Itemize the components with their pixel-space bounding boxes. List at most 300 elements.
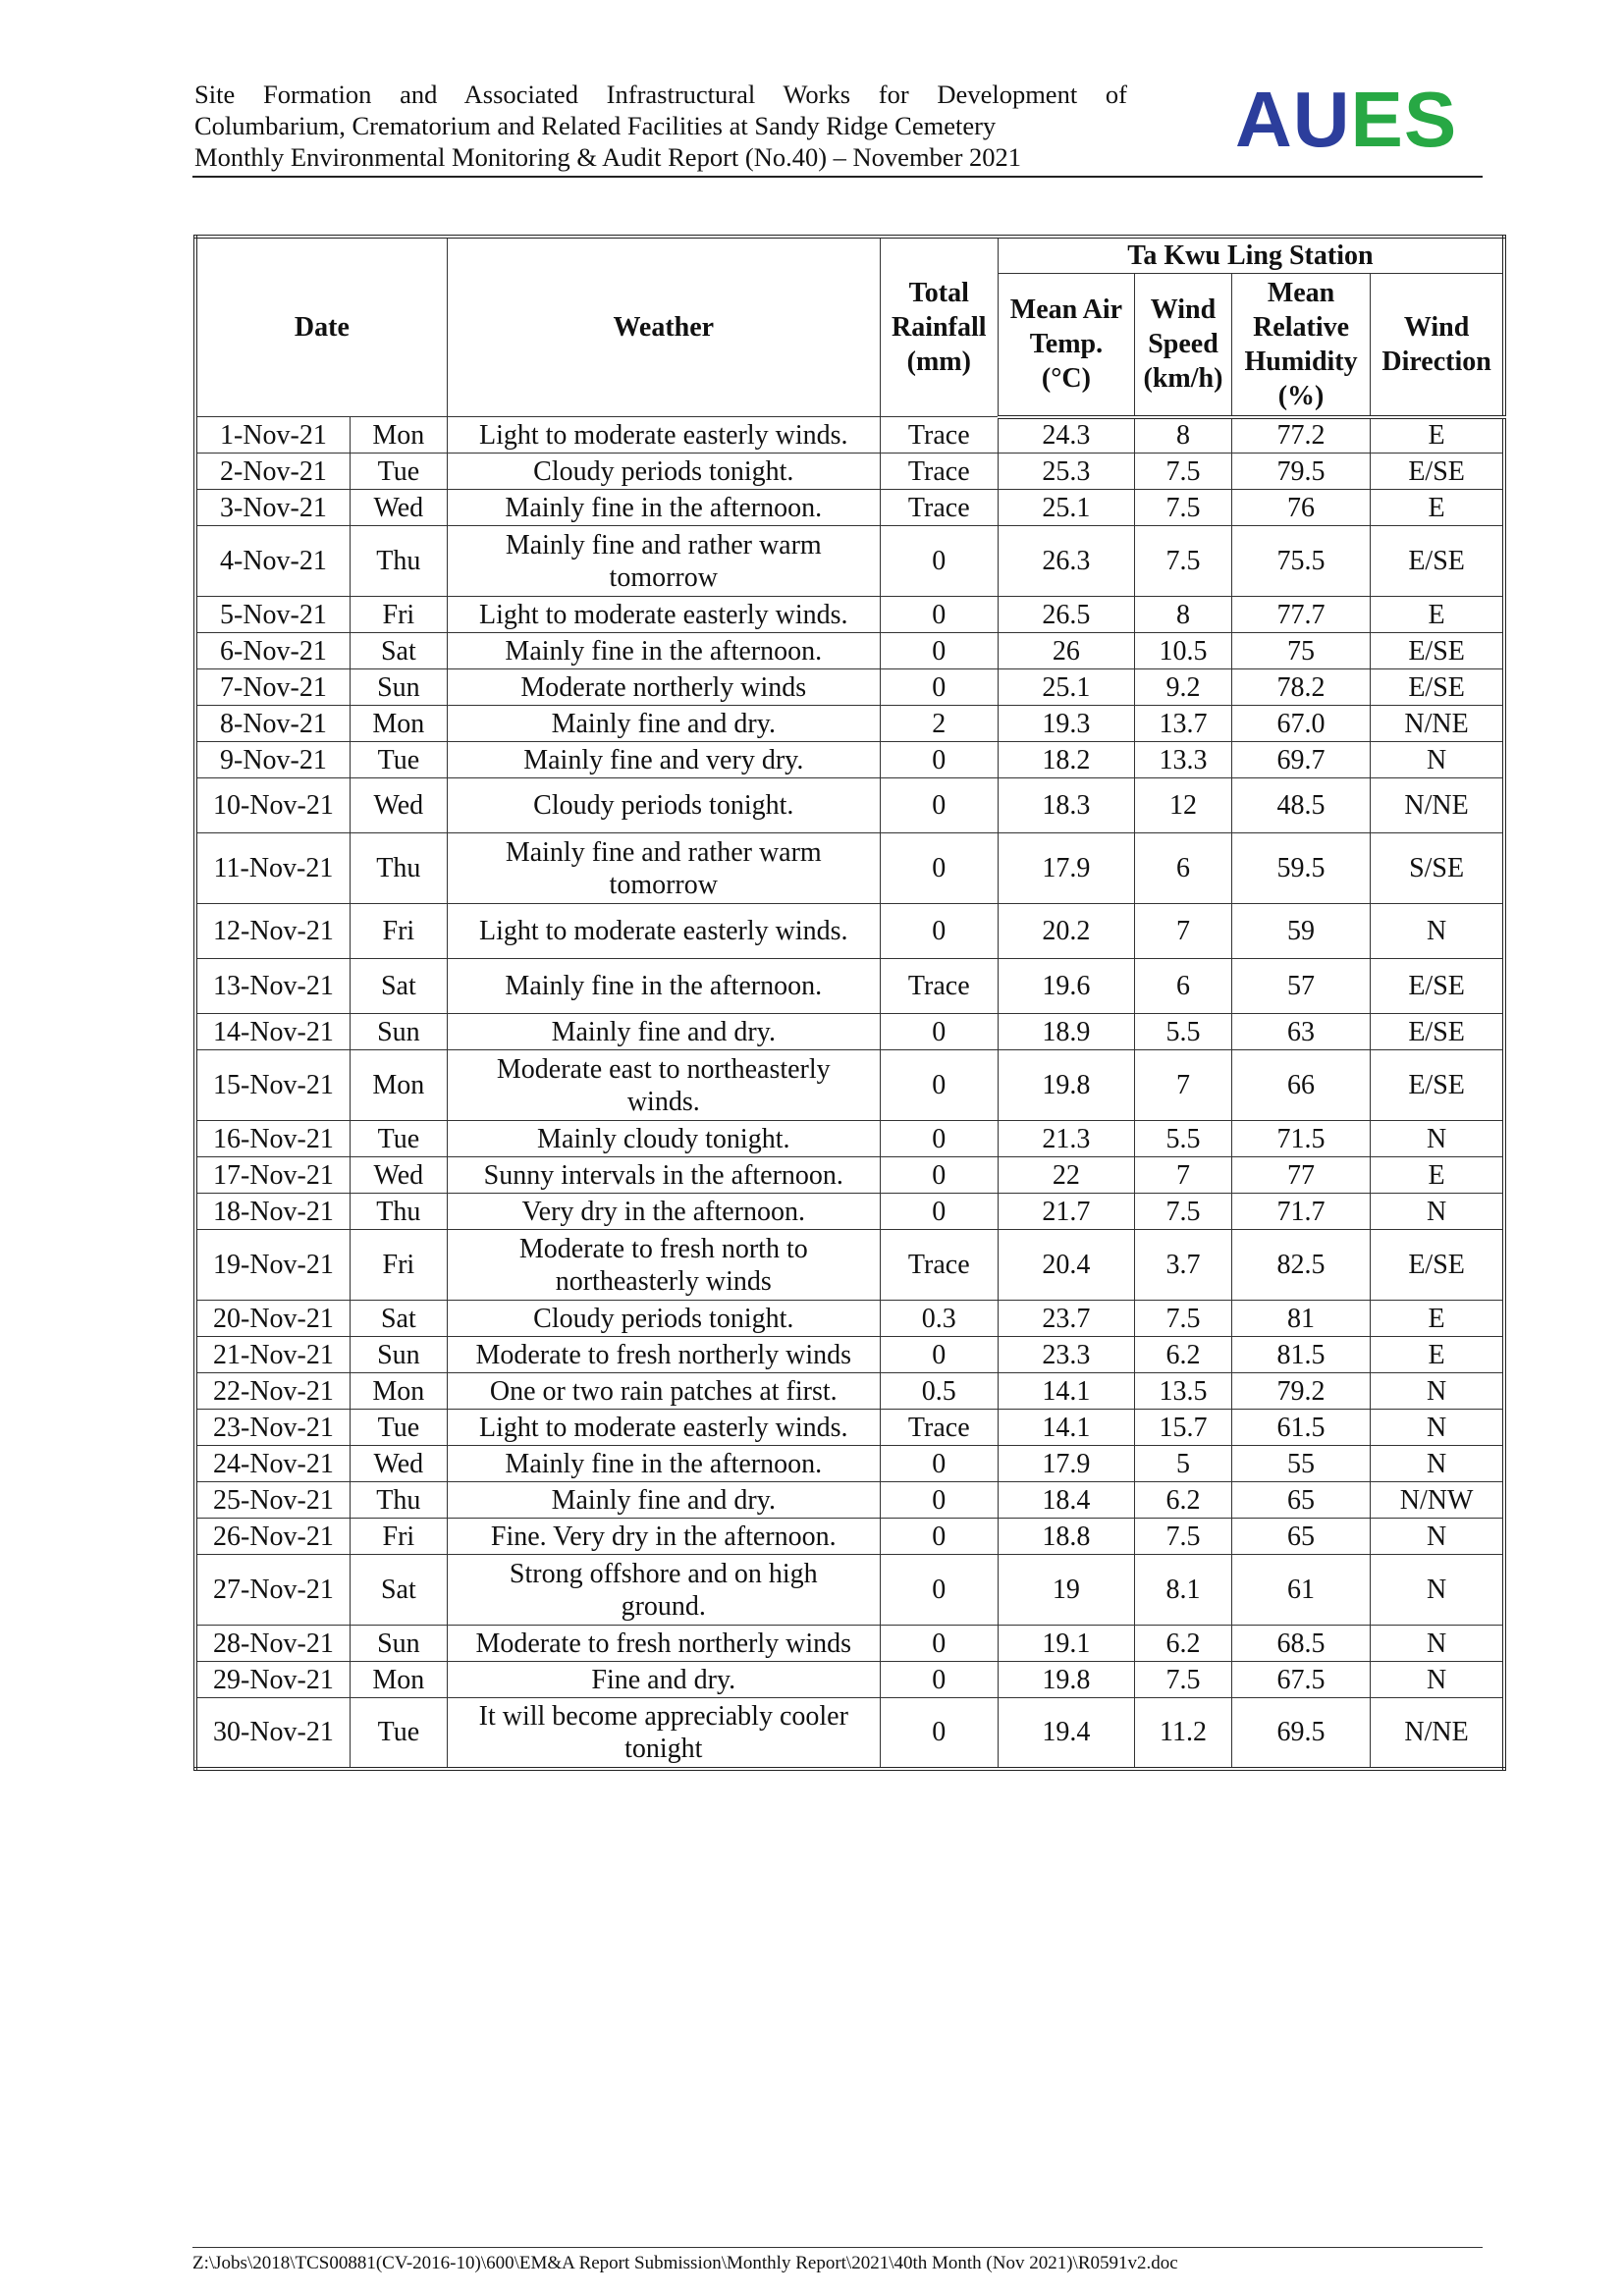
weather-cell <box>447 1482 880 1519</box>
date-cell: 25-Nov-21 <box>195 1482 350 1519</box>
humidity-cell: 71.5 <box>1231 1121 1370 1157</box>
wind-speed-cell: 13.7 <box>1135 706 1232 742</box>
humidity-cell: 61.5 <box>1231 1410 1370 1446</box>
wind-direction-cell: N <box>1371 1519 1504 1555</box>
date-cell: 2-Nov-21 <box>195 454 350 490</box>
rainfall-cell: 0 <box>880 597 998 633</box>
rainfall-cell: 0 <box>880 1446 998 1482</box>
weather-cell <box>447 417 880 454</box>
weather-line: It will become appreciably cooler <box>478 1700 848 1732</box>
table-row <box>195 706 1504 742</box>
humidity-cell: 69.7 <box>1231 742 1370 778</box>
humidity-cell: 48.5 <box>1231 778 1370 833</box>
table-row <box>195 1373 1504 1410</box>
weather-line: Mainly fine and dry. <box>551 1484 776 1516</box>
header-line-3: Monthly Environmental Monitoring & Audit Report (No.40) – November 2021 <box>194 142 1022 172</box>
weather-cell <box>447 1337 880 1373</box>
wind-speed-cell: 11.2 <box>1135 1698 1232 1769</box>
day-cell: Mon <box>350 1373 447 1410</box>
wind-direction-cell: E <box>1371 1337 1504 1373</box>
table-row <box>195 1301 1504 1337</box>
date-cell: 22-Nov-21 <box>195 1373 350 1410</box>
wind-direction-cell: E <box>1371 417 1504 454</box>
humidity-cell: 66 <box>1231 1050 1370 1121</box>
weather-line: Light to moderate easterly winds. <box>478 599 848 630</box>
day-cell: Wed <box>350 490 447 526</box>
wind-speed-cell: 15.7 <box>1135 1410 1232 1446</box>
weather-line: winds. <box>626 1086 700 1117</box>
day-cell: Thu <box>350 1482 447 1519</box>
day-cell: Wed <box>350 1446 447 1482</box>
table-row <box>195 417 1504 454</box>
weather-cell <box>447 1626 880 1662</box>
rainfall-cell: 2 <box>880 706 998 742</box>
table-row <box>195 1555 1504 1626</box>
rainfall-cell: 0 <box>880 1698 998 1769</box>
wind-direction-cell: N/NE <box>1371 706 1504 742</box>
wind-speed-cell: 7 <box>1135 1050 1232 1121</box>
weather-line: One or two rain patches at first. <box>489 1375 838 1407</box>
wind-speed-cell: 6.2 <box>1135 1626 1232 1662</box>
table-row <box>195 454 1504 490</box>
wind-direction-cell: N/NW <box>1371 1482 1504 1519</box>
day-cell: Thu <box>350 833 447 904</box>
humidity-cell: 75.5 <box>1231 526 1370 597</box>
wind-speed-cell: 5.5 <box>1135 1121 1232 1157</box>
date-cell: 13-Nov-21 <box>195 959 350 1014</box>
weather-line: Moderate northerly winds <box>520 671 807 703</box>
rainfall-cell: 0 <box>880 1194 998 1230</box>
humidity-cell: 79.5 <box>1231 454 1370 490</box>
wind-speed-cell: 7.5 <box>1135 1301 1232 1337</box>
rainfall-cell: 0 <box>880 1662 998 1698</box>
rainfall-header: Total Rainfall (mm) <box>880 237 998 417</box>
wind-direction-cell: E/SE <box>1371 669 1504 706</box>
wind-speed-cell: 8.1 <box>1135 1555 1232 1626</box>
wind-direction-cell: N <box>1371 1373 1504 1410</box>
day-cell: Thu <box>350 1194 447 1230</box>
day-cell: Sun <box>350 1014 447 1050</box>
logo-text-green: ES <box>1350 76 1458 163</box>
date-cell: 3-Nov-21 <box>195 490 350 526</box>
temp-cell: 19.8 <box>998 1050 1134 1121</box>
temp-cell: 18.8 <box>998 1519 1134 1555</box>
wind-speed-cell: 6 <box>1135 959 1232 1014</box>
weather-cell <box>447 1230 880 1301</box>
humidity-cell: 78.2 <box>1231 669 1370 706</box>
day-cell: Sat <box>350 959 447 1014</box>
day-cell: Tue <box>350 1410 447 1446</box>
table-row <box>195 1337 1504 1373</box>
wind-direction-cell: N <box>1371 1121 1504 1157</box>
weather-cell <box>447 1194 880 1230</box>
wind-speed-cell: 6 <box>1135 833 1232 904</box>
weather-line: Fine and dry. <box>591 1664 736 1695</box>
rainfall-cell: 0 <box>880 526 998 597</box>
weather-cell <box>447 1373 880 1410</box>
table-row <box>195 1157 1504 1194</box>
humidity-cell: 61 <box>1231 1555 1370 1626</box>
day-cell: Fri <box>350 1230 447 1301</box>
day-cell: Tue <box>350 1698 447 1769</box>
table-row <box>195 1519 1504 1555</box>
weather-line: Very dry in the afternoon. <box>521 1196 805 1227</box>
weather-line: tomorrow <box>609 869 718 900</box>
humidity-cell: 77.2 <box>1231 417 1370 454</box>
weather-cell <box>447 633 880 669</box>
date-cell: 8-Nov-21 <box>195 706 350 742</box>
temp-cell: 19 <box>998 1555 1134 1626</box>
date-cell: 6-Nov-21 <box>195 633 350 669</box>
wind-speed-cell: 7 <box>1135 1157 1232 1194</box>
table-row <box>195 959 1504 1014</box>
wind-speed-cell: 3.7 <box>1135 1230 1232 1301</box>
wind-speed-cell: 12 <box>1135 778 1232 833</box>
day-cell: Sat <box>350 1301 447 1337</box>
weather-line: Mainly fine and dry. <box>551 1016 776 1047</box>
wind-direction-cell: E <box>1371 1157 1504 1194</box>
humidity-cell: 81.5 <box>1231 1337 1370 1373</box>
weather-cell <box>447 1698 880 1769</box>
wind-speed-cell: 7.5 <box>1135 490 1232 526</box>
wind-speed-cell: 7.5 <box>1135 1662 1232 1698</box>
humidity-cell: 68.5 <box>1231 1626 1370 1662</box>
rainfall-cell: 0 <box>880 1050 998 1121</box>
date-cell: 18-Nov-21 <box>195 1194 350 1230</box>
weather-line: tomorrow <box>609 561 718 593</box>
humidity-cell: 67.5 <box>1231 1662 1370 1698</box>
rainfall-cell: 0 <box>880 1482 998 1519</box>
date-cell: 9-Nov-21 <box>195 742 350 778</box>
wind-direction-cell: E/SE <box>1371 1014 1504 1050</box>
humidity-cell: 71.7 <box>1231 1194 1370 1230</box>
wind-speed-cell: 7.5 <box>1135 1194 1232 1230</box>
humidity-cell: 65 <box>1231 1482 1370 1519</box>
weather-line: Cloudy periods tonight. <box>533 455 794 487</box>
footer-file-path: Z:\Jobs\2018\TCS00881(CV-2016-10)\600\EM&A Report Submission\Monthly Report\2021\40th Month (Nov 2021)\R0591v2.doc <box>192 2253 1178 2273</box>
temp-cell: 23.7 <box>998 1301 1134 1337</box>
wind-direction-cell: E <box>1371 597 1504 633</box>
wind-direction-cell: N <box>1371 742 1504 778</box>
day-cell: Sat <box>350 1555 447 1626</box>
rainfall-cell: Trace <box>880 959 998 1014</box>
rainfall-cell: 0 <box>880 778 998 833</box>
rainfall-cell: Trace <box>880 1410 998 1446</box>
date-cell: 14-Nov-21 <box>195 1014 350 1050</box>
rainfall-cell: 0 <box>880 1014 998 1050</box>
day-cell: Mon <box>350 1050 447 1121</box>
temp-cell: 17.9 <box>998 833 1134 904</box>
date-cell: 24-Nov-21 <box>195 1446 350 1482</box>
date-cell: 27-Nov-21 <box>195 1555 350 1626</box>
rainfall-cell: 0 <box>880 742 998 778</box>
rainfall-cell: 0.3 <box>880 1301 998 1337</box>
temp-cell: 18.2 <box>998 742 1134 778</box>
table-row <box>195 1121 1504 1157</box>
weather-cell <box>447 1301 880 1337</box>
table-row <box>195 1662 1504 1698</box>
date-cell: 4-Nov-21 <box>195 526 350 597</box>
weather-line: Cloudy periods tonight. <box>533 1303 794 1334</box>
day-cell: Mon <box>350 1662 447 1698</box>
weather-line: Sunny intervals in the afternoon. <box>483 1159 843 1191</box>
wind-direction-cell: N/NE <box>1371 778 1504 833</box>
day-cell: Sun <box>350 1337 447 1373</box>
weather-cell <box>447 1014 880 1050</box>
weather-line: Moderate to fresh northerly winds <box>475 1628 852 1659</box>
humidity-cell: 69.5 <box>1231 1698 1370 1769</box>
temp-header: Mean Air Temp. (°C) <box>998 274 1134 417</box>
date-cell: 17-Nov-21 <box>195 1157 350 1194</box>
weather-line: Light to moderate easterly winds. <box>478 1412 848 1443</box>
wind-direction-cell: N <box>1371 1194 1504 1230</box>
weather-cell <box>447 1410 880 1446</box>
temp-cell: 25.1 <box>998 490 1134 526</box>
wind-direction-cell: E/SE <box>1371 959 1504 1014</box>
temp-cell: 19.6 <box>998 959 1134 1014</box>
day-cell: Wed <box>350 778 447 833</box>
temp-cell: 14.1 <box>998 1410 1134 1446</box>
rainfall-cell: Trace <box>880 1230 998 1301</box>
wind-direction-cell: N <box>1371 1662 1504 1698</box>
temp-cell: 24.3 <box>998 417 1134 454</box>
day-cell: Tue <box>350 742 447 778</box>
humidity-cell: 59 <box>1231 904 1370 959</box>
humidity-cell: 82.5 <box>1231 1230 1370 1301</box>
wind-direction-cell: N <box>1371 1626 1504 1662</box>
rainfall-cell: 0 <box>880 1337 998 1373</box>
weather-cell <box>447 1157 880 1194</box>
table-row <box>195 904 1504 959</box>
weather-line: Mainly fine and very dry. <box>523 744 804 775</box>
wind-speed-cell: 13.3 <box>1135 742 1232 778</box>
date-header: Date <box>195 237 447 417</box>
date-cell: 29-Nov-21 <box>195 1662 350 1698</box>
weather-cell <box>447 904 880 959</box>
humidity-cell: 55 <box>1231 1446 1370 1482</box>
rainfall-cell: 0 <box>880 833 998 904</box>
page-header <box>192 77 1483 177</box>
humidity-cell: 77.7 <box>1231 597 1370 633</box>
temp-cell: 17.9 <box>998 1446 1134 1482</box>
weather-line: Moderate to fresh northerly winds <box>475 1339 852 1370</box>
weather-line: Mainly fine and rather warm <box>505 836 822 868</box>
day-cell: Wed <box>350 1157 447 1194</box>
table-row <box>195 1230 1504 1301</box>
date-cell: 26-Nov-21 <box>195 1519 350 1555</box>
wind-speed-cell: 7.5 <box>1135 454 1232 490</box>
wind-speed-cell: 9.2 <box>1135 669 1232 706</box>
date-cell: 15-Nov-21 <box>195 1050 350 1121</box>
weather-cell <box>447 1662 880 1698</box>
weather-cell <box>447 742 880 778</box>
date-cell: 16-Nov-21 <box>195 1121 350 1157</box>
rainfall-cell: 0 <box>880 1519 998 1555</box>
wind-speed-header: Wind Speed (km/h) <box>1135 274 1232 417</box>
station-header: Ta Kwu Ling Station <box>998 237 1504 274</box>
wind-speed-cell: 8 <box>1135 597 1232 633</box>
table-row <box>195 669 1504 706</box>
weather-line: Light to moderate easterly winds. <box>478 419 848 451</box>
wind-speed-cell: 6.2 <box>1135 1337 1232 1373</box>
date-cell: 20-Nov-21 <box>195 1301 350 1337</box>
temp-cell: 19.3 <box>998 706 1134 742</box>
table-row <box>195 526 1504 597</box>
wind-direction-header: Wind Direction <box>1371 274 1504 417</box>
wind-speed-cell: 6.2 <box>1135 1482 1232 1519</box>
weather-line: Mainly fine in the afternoon. <box>505 635 823 667</box>
temp-cell: 25.1 <box>998 669 1134 706</box>
temp-cell: 23.3 <box>998 1337 1134 1373</box>
table-row <box>195 778 1504 833</box>
rainfall-cell: 0 <box>880 904 998 959</box>
table-row <box>195 1050 1504 1121</box>
weather-line: Mainly cloudy tonight. <box>537 1123 790 1154</box>
temp-cell: 18.9 <box>998 1014 1134 1050</box>
logo-text-blue: AU <box>1235 76 1351 163</box>
table-row <box>195 1626 1504 1662</box>
wind-direction-cell: E/SE <box>1371 454 1504 490</box>
humidity-cell: 63 <box>1231 1014 1370 1050</box>
wind-speed-cell: 7.5 <box>1135 526 1232 597</box>
wind-direction-cell: E/SE <box>1371 633 1504 669</box>
wind-speed-cell: 13.5 <box>1135 1373 1232 1410</box>
date-cell: 12-Nov-21 <box>195 904 350 959</box>
rainfall-cell: 0 <box>880 669 998 706</box>
weather-table-body <box>195 417 1504 1769</box>
date-cell: 7-Nov-21 <box>195 669 350 706</box>
temp-cell: 18.3 <box>998 778 1134 833</box>
weather-line: Mainly fine in the afternoon. <box>505 492 823 523</box>
table-row <box>195 490 1504 526</box>
date-cell: 5-Nov-21 <box>195 597 350 633</box>
report-title <box>194 79 1127 173</box>
weather-table <box>193 235 1506 1771</box>
date-cell: 10-Nov-21 <box>195 778 350 833</box>
wind-direction-cell: E/SE <box>1371 1050 1504 1121</box>
wind-speed-cell: 10.5 <box>1135 633 1232 669</box>
day-cell: Sun <box>350 669 447 706</box>
weather-line: Moderate east to northeasterly <box>496 1053 831 1085</box>
temp-cell: 22 <box>998 1157 1134 1194</box>
table-row <box>195 1698 1504 1769</box>
weather-cell <box>447 490 880 526</box>
weather-line: Mainly fine and dry. <box>551 708 776 739</box>
day-cell: Mon <box>350 706 447 742</box>
wind-speed-cell: 8 <box>1135 417 1232 454</box>
weather-line: Mainly fine in the afternoon. <box>505 971 823 1001</box>
temp-cell: 26 <box>998 633 1134 669</box>
day-cell: Fri <box>350 597 447 633</box>
weather-header: Weather <box>447 237 880 417</box>
date-cell: 28-Nov-21 <box>195 1626 350 1662</box>
table-row <box>195 1014 1504 1050</box>
humidity-cell: 79.2 <box>1231 1373 1370 1410</box>
wind-direction-cell: E/SE <box>1371 1230 1504 1301</box>
date-cell: 19-Nov-21 <box>195 1230 350 1301</box>
table-row <box>195 1410 1504 1446</box>
wind-speed-cell: 5.5 <box>1135 1014 1232 1050</box>
header-divider <box>192 176 1483 178</box>
weather-line: Strong offshore and on high <box>509 1558 818 1589</box>
temp-cell: 25.3 <box>998 454 1134 490</box>
header-line-2: Columbarium, Crematorium and Related Facilities at Sandy Ridge Cemetery <box>194 111 997 140</box>
table-row <box>195 633 1504 669</box>
rainfall-cell: Trace <box>880 454 998 490</box>
table-row <box>195 742 1504 778</box>
weather-line: Fine. Very dry in the afternoon. <box>490 1521 837 1552</box>
temp-cell: 21.3 <box>998 1121 1134 1157</box>
weather-line: Cloudy periods tonight. <box>533 790 794 821</box>
day-cell: Sat <box>350 633 447 669</box>
humidity-cell: 77 <box>1231 1157 1370 1194</box>
wind-direction-cell: N <box>1371 1555 1504 1626</box>
weather-cell <box>447 959 880 1014</box>
weather-line: Light to moderate easterly winds. <box>478 916 848 946</box>
date-cell: 21-Nov-21 <box>195 1337 350 1373</box>
table-row <box>195 1194 1504 1230</box>
weather-cell <box>447 833 880 904</box>
humidity-cell: 76 <box>1231 490 1370 526</box>
temp-cell: 20.2 <box>998 904 1134 959</box>
date-cell: 11-Nov-21 <box>195 833 350 904</box>
temp-cell: 19.1 <box>998 1626 1134 1662</box>
rainfall-cell: 0.5 <box>880 1373 998 1410</box>
aues-logo <box>1235 76 1458 163</box>
footer-divider <box>192 2247 1483 2248</box>
wind-direction-cell: N <box>1371 904 1504 959</box>
humidity-header: Mean Relative Humidity (%) <box>1231 274 1370 417</box>
table-row <box>195 1446 1504 1482</box>
weather-cell <box>447 778 880 833</box>
temp-cell: 21.7 <box>998 1194 1134 1230</box>
temp-cell: 19.4 <box>998 1698 1134 1769</box>
humidity-cell: 81 <box>1231 1301 1370 1337</box>
wind-speed-cell: 7 <box>1135 904 1232 959</box>
weather-line: ground. <box>621 1590 706 1622</box>
day-cell: Sun <box>350 1626 447 1662</box>
wind-direction-cell: E/SE <box>1371 526 1504 597</box>
rainfall-cell: Trace <box>880 490 998 526</box>
day-cell: Mon <box>350 417 447 454</box>
humidity-cell: 57 <box>1231 959 1370 1014</box>
weather-cell <box>447 1446 880 1482</box>
day-cell: Tue <box>350 454 447 490</box>
temp-cell: 18.4 <box>998 1482 1134 1519</box>
weather-cell <box>447 1121 880 1157</box>
temp-cell: 19.8 <box>998 1662 1134 1698</box>
wind-direction-cell: E <box>1371 490 1504 526</box>
date-cell: 30-Nov-21 <box>195 1698 350 1769</box>
wind-direction-cell: N <box>1371 1446 1504 1482</box>
temp-cell: 26.3 <box>998 526 1134 597</box>
rainfall-cell: 0 <box>880 1626 998 1662</box>
wind-direction-cell: S/SE <box>1371 833 1504 904</box>
weather-line: northeasterly winds <box>555 1265 772 1297</box>
date-cell: 1-Nov-21 <box>195 417 350 454</box>
weather-line: tonight <box>624 1733 703 1764</box>
weather-cell <box>447 526 880 597</box>
weather-cell <box>447 454 880 490</box>
weather-line: Mainly fine in the afternoon. <box>505 1448 823 1479</box>
weather-line: Mainly fine and rather warm <box>505 529 822 561</box>
wind-direction-cell: E <box>1371 1301 1504 1337</box>
date-cell: 23-Nov-21 <box>195 1410 350 1446</box>
weather-cell <box>447 669 880 706</box>
day-cell: Fri <box>350 904 447 959</box>
wind-direction-cell: N <box>1371 1410 1504 1446</box>
day-cell: Thu <box>350 526 447 597</box>
